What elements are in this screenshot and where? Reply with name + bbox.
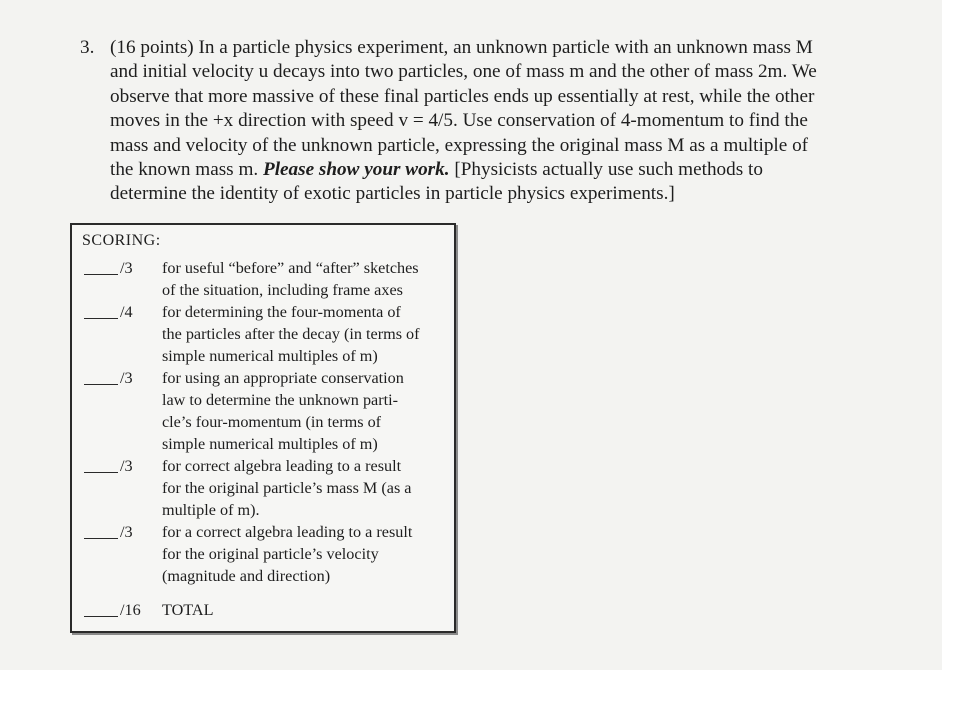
problem-text: [Physicists actually use such methods to <box>449 159 763 181</box>
score-blank[interactable] <box>84 472 118 473</box>
item-points: /3 <box>120 457 133 475</box>
problem-line: mass and velocity of the unknown particle, expressing the original mass M as a multiple of <box>110 134 809 156</box>
item-description <box>162 455 454 521</box>
item-line: for the original particle’s velocity <box>162 545 379 563</box>
item-line: of the situation, including frame axes <box>162 281 403 299</box>
item-line: (magnitude and direction) <box>162 567 331 585</box>
problem-line: observe that more massive of these final particles ends up essentially at rest, while the other <box>110 85 815 107</box>
problem-text: (16 points) In a particle physics experiment, an unknown particle with an unknown mass M <box>110 37 813 58</box>
item-points: /4 <box>120 303 133 321</box>
total-blank[interactable] <box>84 616 118 617</box>
problem-line <box>80 158 930 182</box>
scoring-item <box>72 367 454 455</box>
score-blank[interactable] <box>84 538 118 539</box>
item-points: /3 <box>120 369 133 387</box>
item-description <box>162 367 454 455</box>
problem-statement <box>80 36 930 207</box>
item-points: /3 <box>120 259 133 277</box>
item-line: multiple of m). <box>162 501 260 519</box>
item-line: for correct algebra leading to a result <box>162 457 402 475</box>
total-points: /16 <box>120 601 141 619</box>
item-description <box>162 257 454 301</box>
item-line: the particles after the decay (in terms of <box>162 325 420 343</box>
item-line: for useful “before” and “after” sketches <box>162 259 419 277</box>
problem-line: moves in the +x direction with speed v = 4/5. Use conservation of 4-momentum to find the <box>110 110 808 132</box>
scoring-item <box>72 257 454 301</box>
score-blank[interactable] <box>84 274 118 275</box>
item-description <box>162 521 454 587</box>
item-line: law to determine the unknown parti- <box>162 391 398 409</box>
item-line: for using an appropriate conservation <box>162 369 404 387</box>
scoring-box <box>70 223 456 633</box>
score-blank[interactable] <box>84 318 118 319</box>
item-line: for a correct algebra leading to a result <box>162 523 413 541</box>
item-line: cle’s four-momentum (in terms of <box>162 413 382 431</box>
item-line: simple numerical multiples of m) <box>162 435 378 453</box>
item-line: for the original particle’s mass M (as a <box>162 479 412 497</box>
problem-line: and initial velocity u decays into two particles, one of mass m and the other of mass 2m. We <box>110 61 817 83</box>
problem-number: 3. <box>80 37 95 58</box>
total-label: TOTAL <box>162 601 214 619</box>
scoring-item <box>72 455 454 521</box>
show-work-emphasis: Please show your work. <box>262 159 450 181</box>
problem-line: determine the identity of exotic particles in particle physics experiments.] <box>110 183 675 205</box>
problem-text: the known mass m. <box>110 159 263 181</box>
item-line: for determining the four-momenta of <box>162 303 401 321</box>
problem-line <box>80 36 930 60</box>
item-line: simple numerical multiples of m) <box>162 347 378 365</box>
scoring-items <box>72 257 454 587</box>
scoring-item <box>72 521 454 587</box>
score-blank[interactable] <box>84 384 118 385</box>
item-description <box>162 301 454 367</box>
scoring-title: SCORING: <box>82 232 161 249</box>
scoring-item <box>72 301 454 367</box>
item-points: /3 <box>120 523 133 541</box>
